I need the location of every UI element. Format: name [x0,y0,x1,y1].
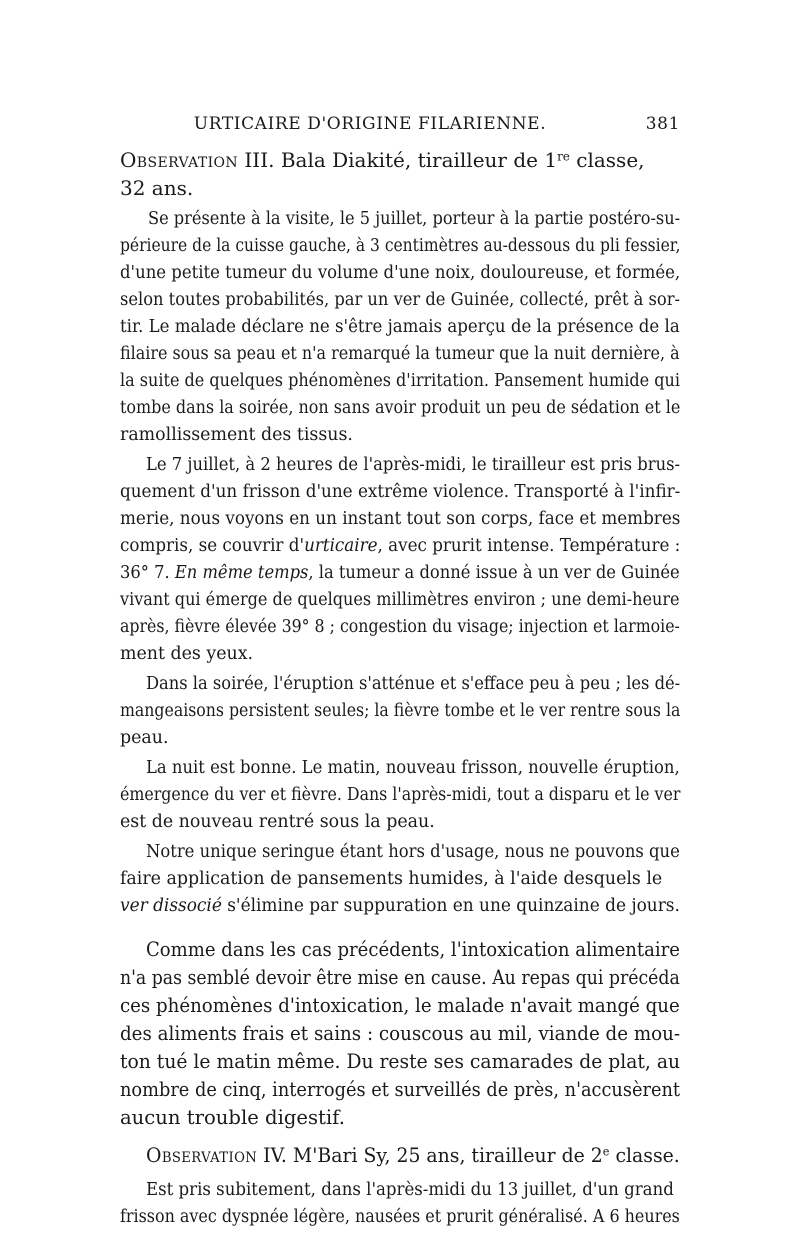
obs3-line: ment des yeux. [120,644,254,664]
obs3-line: merie, nous voyons en un instant tout son corps, face et membres [120,509,681,529]
obs3-line-urticaire [120,536,681,556]
obs4-line: Est pris subitement, dans l'après-midi du 13 juillet, d'un grand [146,1180,674,1200]
obs3-line: filaire sous sa peau et n'a remarqué la tumeur que la nuit dernière, à [120,344,680,364]
text-segment: 36° 7. [120,563,175,583]
observation-numeral: III. [244,148,275,172]
observation-subject: Bala Diakité, tirailleur de [280,148,538,172]
running-head [120,114,680,140]
rank-number: 2 [590,1143,603,1167]
rank-tail: classe. [615,1143,680,1167]
italic-term: urticaire [304,536,378,556]
observation-numeral: IV. [263,1143,287,1167]
running-title: URTICAIRE D'ORIGINE FILARIENNE. [193,114,547,134]
italic-term: dissocié [153,896,222,916]
obs3-line: tombe dans la soirée, non sans avoir produit un peu de sédation et le [120,398,681,418]
obs3-line: quement d'un frisson d'une extrême violence. Transporté à l'infir- [120,482,681,502]
obs3-line: Se présente à la visite, le 5 juillet, porteur à la partie postéro-su- [148,209,681,229]
rank-number: 1 [544,148,558,172]
obs3-line: La nuit est bonne. Le matin, nouveau frisson, nouvelle éruption, [146,758,680,778]
obs3-line: tir. Le malade déclare ne s'être jamais aperçu de la présence de la [120,317,680,337]
observation-label: Observation [120,148,239,172]
obs3-line: Notre unique seringue étant hors d'usage, nous ne pouvons que [146,842,680,862]
italic-term: ver [120,896,148,916]
obs3-line: faire application de pansements humides, à l'aide desquels le [120,869,663,889]
commentary-line: ces phénomènes d'intoxication, le malade n'avait mangé que [120,994,680,1017]
obs3-line: Dans la soirée, l'éruption s'atténue et s'efface peu à peu ; les dé- [146,674,681,694]
rank-superscript: re [557,149,570,164]
commentary-line: ton tué le matin même. Du reste ses camarades de plat, au [120,1050,681,1073]
observation-label: Observation [146,1143,258,1167]
commentary-line: aucun trouble digestif. [120,1106,345,1129]
obs3-line-temperature [120,563,680,583]
obs3-line: selon toutes probabilités, par un ver de Guinée, collecté, prêt à sor- [120,290,681,310]
obs3-line: émergence du ver et fièvre. Dans l'après-midi, tout a disparu et le ver [120,785,681,805]
obs3-line-last [120,896,680,916]
obs3-line: est de nouveau rentré sous la peau. [120,812,435,832]
observation-iii-age: 32 ans. [120,176,194,200]
obs3-line: la suite de quelques phénomènes d'irritation. Pansement humide qui [120,371,681,391]
rank-superscript: e [602,1144,610,1159]
text-segment: , la tumeur a donné issue à un ver de Guinée [308,563,680,583]
obs3-line: périeure de la cuisse gauche, à 3 centimètres au-dessous du pli fessier, [120,236,681,256]
commentary-line: n'a pas semblé devoir être mise en cause. Au repas qui précéda [120,966,680,989]
observation-subject: M'Bari Sy, 25 ans, tirailleur de [292,1143,585,1167]
text-segment: compris, se couvrir d' [120,536,305,556]
obs3-line: vivant qui émerge de quelques millimètres environ ; une demi-heure [120,590,680,610]
commentary-line: des aliments frais et sains : couscous au mil, viande de mou- [120,1022,681,1045]
observation-iii-heading [120,148,680,172]
commentary-line: Comme dans les cas précédents, l'intoxication alimentaire [146,938,680,961]
page-number: 381 [645,114,680,134]
text-segment: s'élimine par suppuration en une quinzaine de jours. [221,896,680,916]
obs3-line: après, fièvre élevée 39° 8 ; congestion du visage; injection et larmoie- [120,617,680,637]
text-segment: , avec prurit intense. Température : [377,536,681,556]
italic-term: En même temps [174,563,309,583]
obs3-line: ramollissement des tissus. [120,425,353,445]
obs3-line: peau. [120,728,169,748]
rank-tail: classe, [576,148,645,172]
obs3-line: mangeaisons persistent seules; la fièvre tombe et le ver rentre sous la [120,701,681,721]
obs3-line: d'une petite tumeur du volume d'une noix, douloureuse, et formée, [120,263,681,283]
observation-iv-heading [146,1143,680,1167]
obs3-line: Le 7 juillet, à 2 heures de l'après-midi, le tirailleur est pris brus- [146,455,681,475]
commentary-line: nombre de cinq, interrogés et surveillés de près, n'accusèrent [120,1078,681,1101]
obs4-line: frisson avec dyspnée légère, nausées et prurit généralisé. A 6 heures [120,1207,680,1227]
